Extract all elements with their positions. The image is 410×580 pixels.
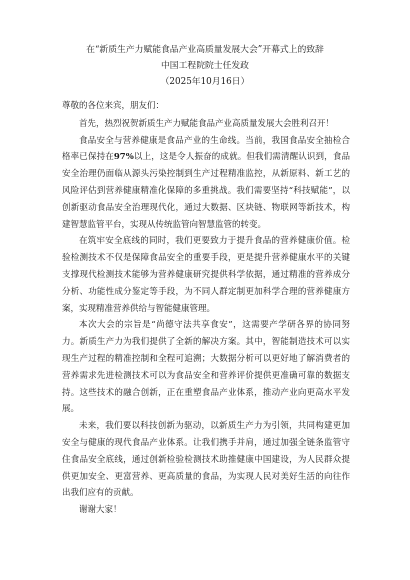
paragraph-text: 首先，热烈祝贺新质生产力赋能食品产业高质量发展大会胜利召开！ <box>79 118 335 129</box>
paragraph-5 <box>62 418 350 502</box>
paragraph-3 <box>62 233 350 317</box>
closing-thanks <box>62 502 350 519</box>
speech-title: 在“新质生产力赋能食品产业高质量发展大会”开幕式上的致辞 <box>86 45 324 55</box>
paragraph-1 <box>62 116 350 133</box>
speech-date: （2025年10月16日） <box>160 77 250 87</box>
paragraph-text: 食品安全与营养健康是食品产业的生命线。当前，我国食品安全抽检合格率已保持在 <box>62 135 350 163</box>
speaker-line: 中国工程院院士任发政 <box>161 61 249 71</box>
pass-rate-highlight: 97% <box>113 152 134 163</box>
paragraph-text: 谢谢大家！ <box>79 505 122 516</box>
paragraph-4 <box>62 317 350 418</box>
paragraph-2 <box>62 133 350 234</box>
paragraph-text: 以上，这是令人振奋的成就。但我们需清醒认识到，食品安全治理仍面临从源头污染控制到生产过程精准监控，从新原料、新工艺的风险评估到营养健康精准化保障的多重挑战。我们需要坚持“科技赋能”，以创新驱动食品安全治理现代化，通过大数据、区块链、物联网等新技术，构建智慧监管平台，实现从传统监管向智慧监管的转变。 <box>62 152 350 230</box>
paragraph-text: 本次大会的宗旨是“尚德守法共享食安”，这需要产学研各界的协同努力。新质生产力为我们提供了全新的解决方案。其中，智能制造技术可以实现生产过程的精准控制和全程可追溯；大数据分析可以更好地了解消费者的营养需求先进检测技术可以为食品安全和营养评价提供更准确可靠的数据支持。这些技术的融合创新，正在重塑食品产业体系，推动产业向更高水平发展。 <box>62 320 350 415</box>
paragraph-text: 未来，我们要以科技创新为驱动，以新质生产力为引领，共同构建更加安全与健康的现代食品产业体系。让我们携手并肩，通过加强全链条监管守住食品安全底线，通过创新检验检测技术助推健康中国建设，为人民群众提供更加安全、更富营养、更高质量的食品，为实现人民对美好生活的向往作出我们应有的贡献。 <box>62 421 350 499</box>
salutation: 尊敬的各位来宾，朋友们： <box>62 101 165 111</box>
paragraph-text: 在筑牢安全底线的同时，我们更要致力于提升食品的营养健康价值。检验检测技术不仅是保障食品安全的重要手段，更是提升营养健康水平的关键支撑现代检测技术能够为营养健康研究提供科学依据，通过精准的营养成分分析、功能性成分鉴定等手段，为不同人群定制更加科学合理的营养健康方案，实现精准营养供给与智能健康管理。 <box>62 236 350 314</box>
speech-body <box>62 98 350 519</box>
document-header <box>0 0 410 90</box>
